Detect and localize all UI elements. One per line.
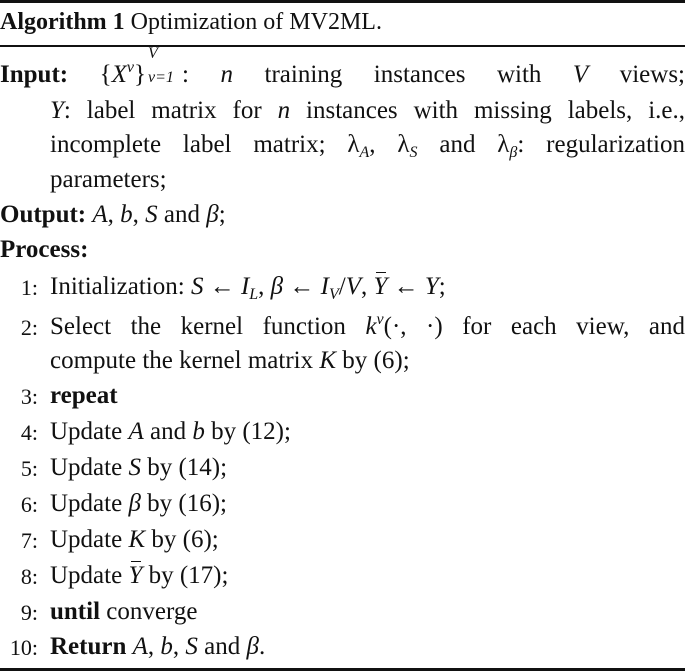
step10-beta: β	[246, 633, 259, 660]
step10-and: and	[197, 633, 247, 660]
step1-slash: /	[338, 273, 346, 300]
step2-v-sup: v	[376, 311, 384, 328]
output-beta: β	[206, 201, 219, 228]
step7-ref: by (6);	[145, 526, 219, 553]
step1-comma-1: ,	[258, 273, 271, 300]
input-line-2	[50, 94, 685, 128]
step1-prefix: Initialization:	[50, 273, 191, 300]
step4-update: Update	[50, 418, 129, 445]
input-line-4	[50, 163, 167, 197]
step10-S: S	[185, 633, 198, 660]
input-line-3: incomplete label matrix; $\lambda_A$, $\lambda_S$ and $\lambda_\beta$: regularization	[50, 131, 685, 161]
step10-end: .	[258, 633, 266, 660]
step2-text-d: by (6);	[336, 347, 410, 374]
lambda-A-sub: A	[359, 144, 370, 161]
step-number-1: 1:	[20, 275, 38, 300]
input-line2-tail: instances with missing labels, i.e.,	[290, 97, 685, 124]
step-number-6: 6:	[20, 492, 38, 517]
step-number-8: 8:	[20, 564, 38, 589]
input-sub-range: v=1	[148, 69, 174, 86]
lambda-S: λ	[397, 131, 410, 158]
step10-sep-1: ,	[147, 633, 161, 660]
step10-sep-2: ,	[172, 633, 186, 660]
step8-ref: by (17);	[142, 562, 229, 589]
input-colon: :	[182, 61, 221, 88]
output-S: S	[145, 201, 158, 228]
step1-arrow-3: ←	[387, 273, 425, 300]
step8-update: Update	[50, 562, 129, 589]
step5-update: Update	[50, 454, 129, 481]
step-2-line-1	[50, 310, 685, 344]
step1-arrow-1: ←	[203, 273, 241, 300]
input-label: Input:	[0, 61, 69, 88]
input-text-3: views;	[588, 61, 685, 88]
bottom-rule	[0, 668, 685, 671]
output-end: ;	[218, 201, 226, 228]
step-number-2: 2:	[20, 315, 38, 340]
caption-label: Algorithm 1	[0, 9, 125, 35]
input-and: and	[417, 131, 498, 158]
lambda-beta-sub: β	[509, 144, 518, 161]
input-line3-start: incomplete label matrix;	[50, 131, 348, 158]
step10-b: b	[160, 633, 173, 660]
step1-V: V	[345, 273, 361, 300]
step1-Y-bar: Y	[373, 270, 387, 304]
step-number-4: 4:	[20, 420, 38, 445]
step8-Y-bar: Y	[128, 559, 142, 593]
step-8	[50, 559, 228, 593]
step2-text-b: for each view, and	[442, 313, 685, 340]
step4-and: and	[143, 418, 193, 445]
step1-semi: ;	[438, 273, 446, 300]
step-number-7: 7:	[20, 528, 38, 553]
step6-beta: β	[128, 490, 141, 517]
step-number-5: 5:	[20, 456, 38, 481]
input-line-1	[0, 45, 685, 92]
step1-S: S	[190, 273, 204, 300]
step2-text-c: compute the kernel matrix	[50, 347, 320, 374]
step5-ref: by (14);	[140, 454, 228, 481]
output-b: b	[120, 201, 133, 228]
step-9	[50, 595, 197, 629]
step1-comma-2: ,	[360, 273, 374, 300]
step4-ref: by (12);	[204, 418, 291, 445]
step-10	[50, 630, 265, 664]
step1-beta: β	[270, 273, 284, 300]
step2-text-a: Select the kernel function	[50, 313, 366, 340]
output-line: Output: A, b, S and β;	[0, 201, 226, 228]
step1-V-sub: V	[328, 286, 339, 303]
step-number-10: 10:	[9, 635, 38, 660]
step-5	[50, 451, 227, 485]
step4-A: A	[128, 418, 144, 445]
input-text-2: training instances with	[232, 61, 573, 88]
step6-ref: by (16);	[140, 490, 228, 517]
step2-K: K	[319, 347, 337, 374]
step10-A: A	[132, 633, 148, 660]
output-A: A	[92, 201, 108, 228]
input-V-sup: V	[148, 45, 158, 62]
step5-S: S	[128, 454, 141, 481]
output-and: and	[157, 201, 207, 228]
input-line2-rest: : label matrix for	[63, 97, 278, 124]
step4-b: b	[192, 418, 205, 445]
input-X: X	[111, 61, 127, 88]
step-4	[50, 415, 291, 449]
return-keyword: Return	[50, 633, 127, 660]
step1-Y: Y	[424, 273, 439, 300]
output-label: Output:	[0, 201, 87, 228]
step9-text: converge	[100, 598, 198, 625]
input-n2: n	[277, 97, 291, 124]
input-line3-tail: : regularization	[517, 131, 685, 158]
step-number-3: 3:	[20, 384, 38, 409]
input-n: n	[220, 61, 233, 88]
step-3	[50, 379, 118, 413]
top-rule	[0, 0, 685, 3]
step-number-9: 9:	[20, 600, 38, 625]
step6-update: Update	[50, 490, 129, 517]
step7-K: K	[128, 526, 146, 553]
step-2-line-2	[50, 344, 410, 378]
step-1	[50, 270, 446, 304]
lambda-beta: λ	[497, 131, 510, 158]
process-label: Process:	[0, 236, 89, 263]
input-range	[146, 45, 182, 86]
input-Y: Y	[50, 97, 64, 124]
process-line	[0, 233, 88, 267]
caption-title: Optimization of MV2ML.	[130, 9, 382, 35]
step2-args: (·, ·)	[383, 313, 443, 340]
step1-I-L: I	[240, 273, 250, 300]
step-7	[50, 523, 219, 557]
caption-rule	[0, 45, 685, 47]
step-6	[50, 487, 227, 521]
input-line4: parameters;	[50, 166, 167, 193]
lambda-S-sub: S	[409, 144, 418, 161]
step1-arrow-2: ←	[283, 273, 321, 300]
step1-L-sub: L	[249, 286, 259, 303]
lambda-A: λ	[347, 131, 360, 158]
step2-k: k	[365, 313, 377, 340]
step7-update: Update	[50, 526, 129, 553]
until-keyword: until	[50, 598, 101, 625]
input-set-open: {	[99, 61, 112, 88]
input-V: V	[572, 61, 589, 88]
algorithm-caption	[0, 6, 382, 38]
repeat-keyword: repeat	[50, 382, 118, 409]
input-v-sup: v	[126, 59, 135, 76]
step1-I-V: I	[320, 273, 329, 300]
input-set-close: }	[134, 61, 147, 88]
